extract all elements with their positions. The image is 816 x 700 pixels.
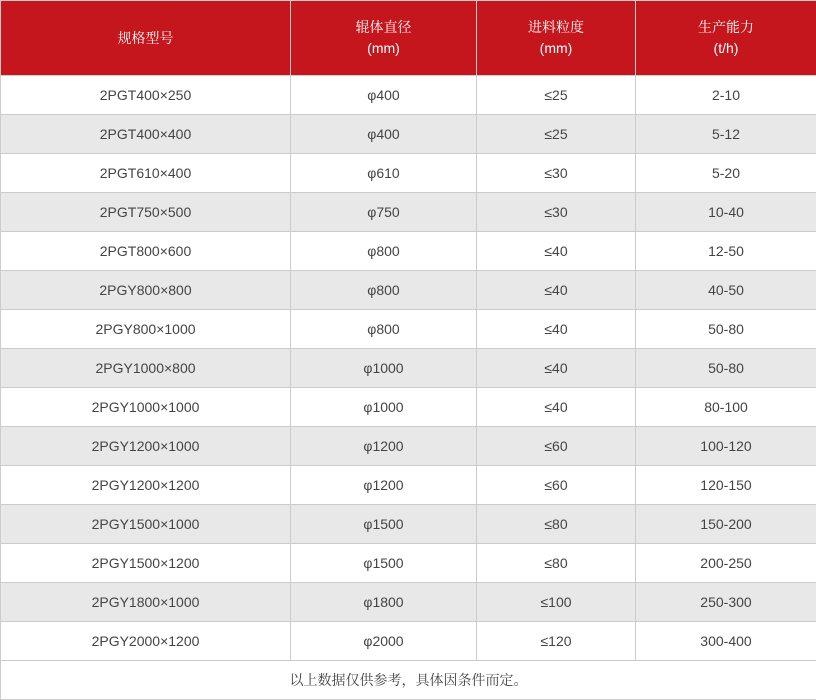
cell-model: 2PGY1000×1000 [1,388,291,427]
cell-feed-size: ≤40 [477,388,636,427]
cell-model: 2PGT400×400 [1,115,291,154]
cell-feed-size: ≤60 [477,427,636,466]
cell-capacity: 100-120 [636,427,816,466]
cell-capacity: 10-40 [636,193,816,232]
cell-feed-size: ≤30 [477,193,636,232]
cell-feed-size: ≤60 [477,466,636,505]
cell-roller-diameter: φ800 [291,310,477,349]
cell-feed-size: ≤40 [477,310,636,349]
cell-model: 2PGY1200×1200 [1,466,291,505]
table-row [1,388,816,427]
cell-capacity: 150-200 [636,505,816,544]
cell-capacity: 50-80 [636,349,816,388]
cell-feed-size: ≤25 [477,115,636,154]
cell-roller-diameter: φ1200 [291,427,477,466]
table-row [1,271,816,310]
table-header-row [1,1,816,76]
cell-model: 2PGY1500×1000 [1,505,291,544]
table-footer [1,661,816,700]
cell-capacity: 50-80 [636,310,816,349]
cell-capacity: 5-20 [636,154,816,193]
cell-model: 2PGY2000×1200 [1,622,291,661]
cell-feed-size: ≤40 [477,271,636,310]
cell-feed-size: ≤40 [477,349,636,388]
cell-model: 2PGT610×400 [1,154,291,193]
cell-capacity: 80-100 [636,388,816,427]
table-row [1,505,816,544]
cell-model: 2PGY1500×1200 [1,544,291,583]
column-header-roller-diameter-unit: (mm) [291,38,476,59]
cell-roller-diameter: φ1500 [291,544,477,583]
table-row [1,76,816,115]
table-header [1,1,816,76]
cell-capacity: 2-10 [636,76,816,115]
column-header-capacity [636,1,816,76]
cell-capacity: 5-12 [636,115,816,154]
table-row [1,232,816,271]
table-body [1,76,816,661]
cell-roller-diameter: φ400 [291,115,477,154]
cell-feed-size: ≤100 [477,583,636,622]
cell-model: 2PGT750×500 [1,193,291,232]
cell-roller-diameter: φ1500 [291,505,477,544]
cell-roller-diameter: φ1000 [291,388,477,427]
cell-model: 2PGY800×1000 [1,310,291,349]
column-header-feed-size [477,1,636,76]
cell-feed-size: ≤30 [477,154,636,193]
cell-roller-diameter: φ1200 [291,466,477,505]
cell-model: 2PGT400×250 [1,76,291,115]
column-header-capacity-unit: (t/h) [636,38,816,59]
table-row [1,466,816,505]
cell-capacity: 300-400 [636,622,816,661]
cell-capacity: 120-150 [636,466,816,505]
column-header-model-line1: 规格型号 [1,28,290,49]
cell-model: 2PGY1000×800 [1,349,291,388]
cell-capacity: 12-50 [636,232,816,271]
table-row [1,427,816,466]
cell-model: 2PGY1800×1000 [1,583,291,622]
cell-feed-size: ≤25 [477,76,636,115]
cell-roller-diameter: φ750 [291,193,477,232]
table-row [1,622,816,661]
column-header-feed-size-line1: 进料粒度 [477,17,635,38]
cell-roller-diameter: φ2000 [291,622,477,661]
cell-model: 2PGY800×800 [1,271,291,310]
column-header-roller-diameter [291,1,477,76]
cell-capacity: 250-300 [636,583,816,622]
cell-capacity: 200-250 [636,544,816,583]
column-header-roller-diameter-line1: 辊体直径 [291,17,476,38]
cell-roller-diameter: φ800 [291,232,477,271]
table-row [1,154,816,193]
table-row [1,349,816,388]
cell-feed-size: ≤40 [477,232,636,271]
cell-feed-size: ≤80 [477,544,636,583]
table-row [1,310,816,349]
column-header-capacity-line1: 生产能力 [636,17,816,38]
table-footnote: 以上数据仅供参考，具体因条件而定。 [1,661,816,700]
cell-roller-diameter: φ400 [291,76,477,115]
cell-feed-size: ≤80 [477,505,636,544]
table-footer-row [1,661,816,700]
table-row [1,544,816,583]
table-row [1,193,816,232]
cell-model: 2PGT800×600 [1,232,291,271]
cell-feed-size: ≤120 [477,622,636,661]
column-header-feed-size-unit: (mm) [477,38,635,59]
table-row [1,115,816,154]
cell-capacity: 40-50 [636,271,816,310]
cell-roller-diameter: φ1000 [291,349,477,388]
cell-model: 2PGY1200×1000 [1,427,291,466]
cell-roller-diameter: φ1800 [291,583,477,622]
table-row [1,583,816,622]
column-header-model [1,1,291,76]
cell-roller-diameter: φ800 [291,271,477,310]
cell-roller-diameter: φ610 [291,154,477,193]
